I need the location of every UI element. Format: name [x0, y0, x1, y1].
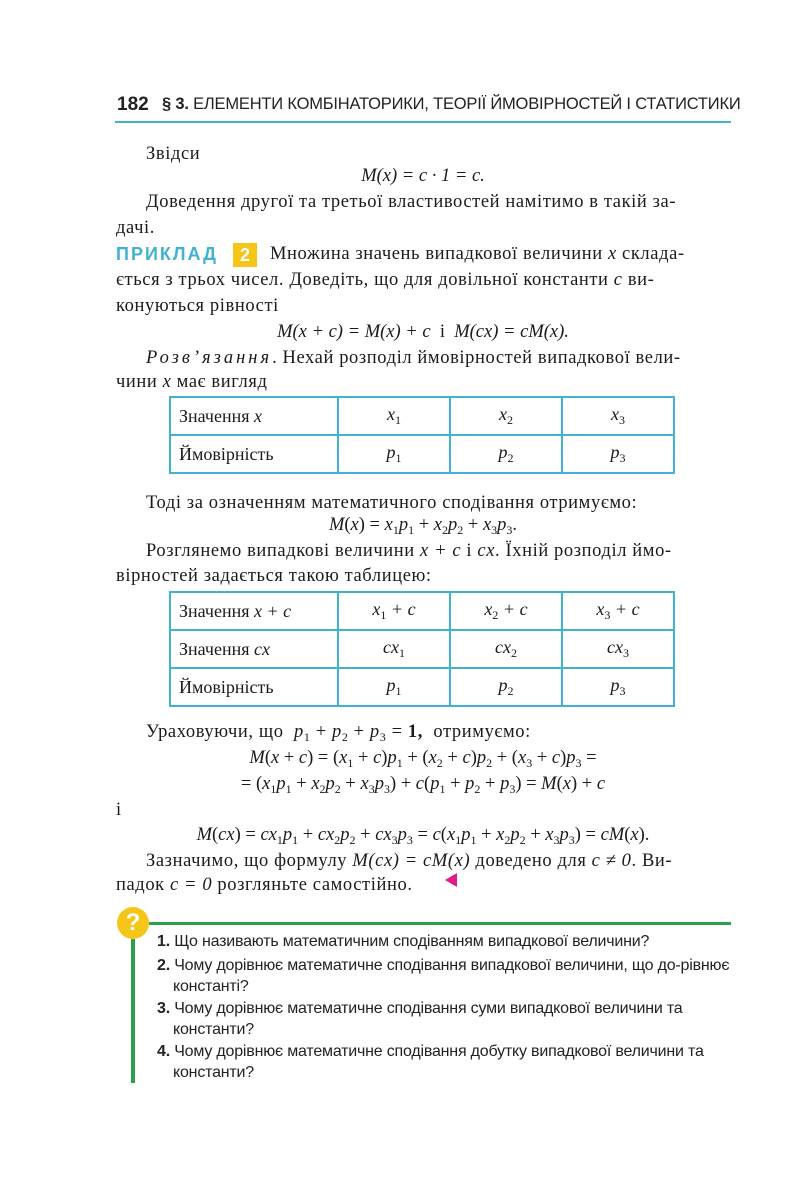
solution-line2: чини x має вигляд [116, 372, 268, 392]
table-row [170, 397, 674, 435]
questions-side-rule [131, 939, 135, 1083]
table-row [170, 435, 674, 473]
note-line1: Зазначимо, що формулу M(cx) = cM(x) доведено для c ≠ 0. Ви- [146, 851, 673, 871]
question-item-2: 2. Чому дорівнює математичне сподівання випадкової величини, що до-рівнює константі? [157, 957, 730, 995]
hence-text: Звідси [146, 144, 201, 164]
consider-line1: Розглянемо випадкові величини x + c і cx. Їхній розподіл ймо- [146, 541, 672, 561]
solution-line1: Розв’язання. Нехай розподіл ймовірностей випадкової вели- [146, 348, 681, 368]
header-rule [115, 121, 731, 123]
table-cell: $p_2$ [450, 435, 562, 473]
table-row [170, 668, 674, 706]
example-line3: конуються рівності [116, 296, 279, 316]
table-row [170, 630, 674, 668]
table-cell: $p_3$ [562, 668, 674, 706]
table-cell: $x_3 + c$ [562, 592, 674, 630]
table-cell: $p_2$ [450, 668, 562, 706]
formula-expectation-sum: $M(x) = x_1p_1 + x_2p_2 + x_3p_3$. [328, 515, 518, 537]
formula-shift-line2: = $(x_1p_1 + x_2p_2 + x_3p_3) + c(p_1 + p_2 + p_3) = M(x) + c$ [240, 774, 606, 796]
table-cell: $cx_1$ [338, 630, 450, 668]
question-item-4: 4. Чому дорівнює математичне сподівання добутку випадкової величини та константи? [157, 1043, 704, 1081]
example-line1: Множина значень випадкової величини x склада- [270, 244, 685, 264]
table-cell: $p_3$ [562, 435, 674, 473]
section-marker: § 3. [162, 95, 189, 113]
table-cell: Ймовірність [170, 668, 338, 706]
example-number-badge: 2 [233, 243, 257, 267]
page-number: 182 [117, 94, 149, 115]
question-item-3: 3. Чому дорівнює математичне сподівання суми випадкової величини та константи? [157, 1000, 683, 1038]
consider-line2: вірностей задається такою таблицею: [116, 566, 432, 586]
questions-top-rule [149, 922, 731, 925]
table-cell: Ймовірність [170, 435, 338, 473]
table-cell: Значення x [170, 397, 338, 435]
table-cell: $cx_3$ [562, 630, 674, 668]
formula-scale: $M(cx) = cx_1p_1 + cx_2p_2 + cx_3p_3 = c(x_1p_1 + x_2p_2 + x_3p_3) = cM(x)$. [196, 825, 650, 847]
table-cell: Значення cx [170, 630, 338, 668]
table-cell: $p_1$ [338, 668, 450, 706]
table-cell: $x_1 + c$ [338, 592, 450, 630]
by-definition-text: Тоді за означенням математичного сподівання отримуємо: [146, 493, 638, 513]
formula-shift-line1: $M(x + c) = (x_1 + c)p_1 + (x_2 + c)p_2 + (x_3 + c)p_3$ = [249, 748, 597, 770]
section-title [162, 95, 741, 114]
question-item-1: 1. Що називають математичним сподіванням випадкової величини? [157, 933, 650, 950]
section-title-text: ЕЛЕМЕНТИ КОМБІНАТОРИКИ, ТЕОРІЇ ЙМОВІРНОСТЕЙ І СТАТИСТИКИ [193, 95, 741, 113]
table-row [170, 592, 674, 630]
table-cell: Значення x + c [170, 592, 338, 630]
proof-note-line2: дачі. [116, 218, 155, 238]
table-cell: $p_1$ [338, 435, 450, 473]
taking-into-account-line: Ураховуючи, що $p_1 + p_2 + p_3 = 1$, отримуємо: [146, 722, 531, 744]
distribution-table-x [169, 396, 675, 474]
proof-note-line1: Доведення другої та третьої властивостей намітимо в такій за- [146, 192, 677, 212]
table-cell: $x_1$ [338, 397, 450, 435]
table-cell: $cx_2$ [450, 630, 562, 668]
end-of-solution-icon [445, 873, 457, 887]
example-line2: ється з трьох чисел. Доведіть, що для довільної константи c ви- [116, 270, 655, 290]
table-cell: $x_3$ [562, 397, 674, 435]
question-icon: ? [117, 907, 149, 939]
table-cell: $x_2 + c$ [450, 592, 562, 630]
note-line2: падок c = 0 розгляньте самостійно. [116, 875, 413, 895]
and-text: і [116, 800, 122, 820]
formula-properties: M(x + c) = M(x) + c і M(cx) = cM(x). [277, 322, 569, 342]
table-cell: $x_2$ [450, 397, 562, 435]
formula-expectation-constant: M(x) = c · 1 = c. [361, 166, 485, 186]
example-label: ПРИКЛАД [116, 244, 218, 264]
distribution-table-transformed [169, 591, 675, 707]
